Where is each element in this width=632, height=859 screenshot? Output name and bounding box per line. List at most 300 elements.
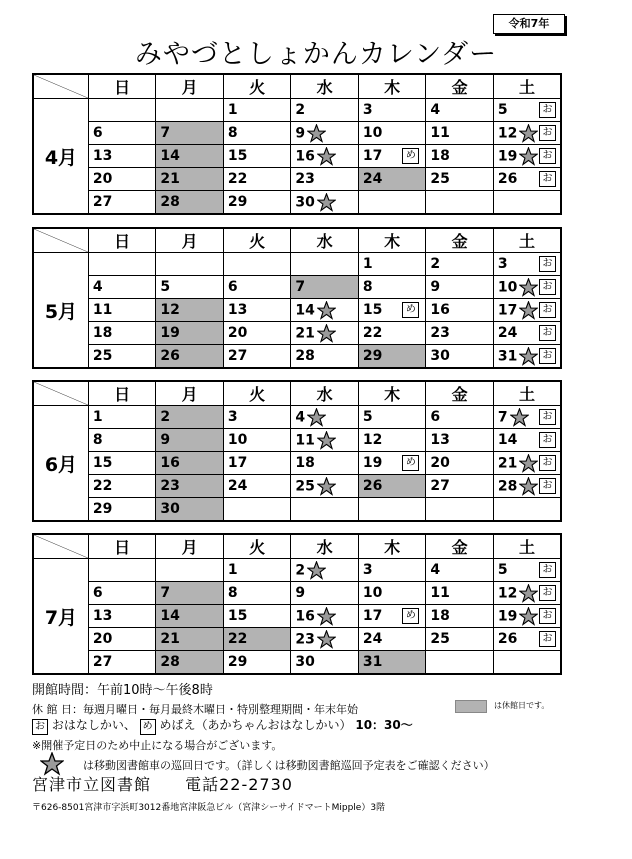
mobile-library-star-icon: [317, 630, 336, 649]
day-cell: [88, 122, 156, 145]
day-number: 27: [227, 348, 248, 364]
day-cell: [426, 253, 494, 276]
ohanashi-marker: お: [539, 125, 556, 141]
library-info: [32, 772, 293, 795]
library-address: 〒626-8501宮津市字浜町3012番地宮津阪急ビル（宮津シーサイドマートMipple）3階: [32, 803, 386, 813]
day-cell: [156, 322, 224, 345]
day-number: 17: [227, 455, 248, 471]
day-number: 19: [497, 148, 518, 164]
ohanashi-marker: お: [539, 478, 556, 494]
day-number: 22: [362, 325, 383, 341]
month-calendar: [32, 73, 562, 215]
day-cell: [223, 322, 291, 345]
day-cell: [156, 559, 224, 582]
weekday-header: 土: [493, 534, 561, 559]
day-cell: [358, 406, 426, 429]
opening-hours: 開館時間：午前10時～午後8時: [32, 683, 213, 698]
day-cell: [291, 452, 359, 475]
day-cell: [156, 498, 224, 522]
weekday-header: 月: [156, 534, 224, 559]
day-number: 26: [497, 171, 518, 187]
day-cell: [156, 605, 224, 628]
ohanashi-marker: お: [539, 171, 556, 187]
day-number: 13: [430, 432, 450, 448]
day-number: 10: [497, 279, 518, 295]
day-number: 1: [92, 409, 103, 425]
day-number: 14: [295, 302, 315, 318]
day-cell: [426, 122, 494, 145]
day-number: 25: [430, 631, 450, 647]
day-number: 26: [160, 348, 180, 364]
page-title: みやづとしょかんカレンダー: [134, 39, 498, 70]
day-number: 3: [362, 562, 373, 578]
day-number: 26: [497, 631, 518, 647]
mobile-library-star-icon: [317, 147, 336, 166]
day-number: 14: [160, 608, 180, 624]
weekday-header: 金: [426, 228, 494, 253]
day-cell: [156, 475, 224, 498]
day-cell: [493, 559, 561, 582]
day-number: 16: [295, 148, 315, 164]
day-number: 21: [160, 631, 180, 647]
day-number: 10: [362, 125, 383, 141]
day-number: 20: [92, 631, 113, 647]
day-cell: [426, 276, 494, 299]
day-number: 14: [497, 432, 518, 448]
mobile-library-star-icon: [317, 324, 336, 343]
day-number: 26: [362, 478, 383, 494]
mebae-marker: め: [402, 148, 419, 164]
day-cell: [223, 145, 291, 168]
day-cell: [223, 605, 291, 628]
day-cell: [291, 276, 359, 299]
day-number: 7: [160, 585, 171, 601]
header-corner: [33, 381, 88, 406]
day-number: 23: [295, 171, 315, 187]
weekday-header: 日: [88, 381, 156, 406]
day-number: 19: [497, 608, 518, 624]
day-number: 15: [362, 302, 383, 318]
day-cell: [493, 498, 561, 522]
weekday-header: 土: [493, 228, 561, 253]
day-cell: [88, 168, 156, 191]
closed-legend-swatch: [455, 700, 487, 713]
weekday-header: 金: [426, 381, 494, 406]
day-cell: [291, 299, 359, 322]
ohanashi-marker: お: [539, 148, 556, 164]
day-cell: [358, 322, 426, 345]
day-number: 1: [227, 102, 238, 118]
day-number: 19: [160, 325, 180, 341]
day-number: 29: [92, 501, 113, 517]
weekday-header: 木: [358, 228, 426, 253]
day-cell: [223, 191, 291, 215]
day-number: 24: [362, 171, 383, 187]
day-number: 2: [295, 102, 306, 118]
day-cell: [493, 253, 561, 276]
day-cell: [156, 429, 224, 452]
day-number: 22: [92, 478, 113, 494]
weekday-header: 金: [426, 534, 494, 559]
day-cell: [88, 559, 156, 582]
day-number: 29: [227, 654, 248, 670]
day-cell: [358, 559, 426, 582]
weekday-header: 金: [426, 74, 494, 99]
day-cell: [88, 651, 156, 675]
day-cell: [426, 299, 494, 322]
day-number: 18: [430, 608, 450, 624]
day-cell: [156, 99, 224, 122]
day-cell: [426, 605, 494, 628]
day-number: 11: [430, 585, 450, 601]
mebae-marker: め: [402, 608, 419, 624]
day-number: 27: [92, 654, 113, 670]
weekday-header: 火: [223, 228, 291, 253]
cancel-note: ※開催予定日のため中止になる場合がございます。: [32, 739, 283, 752]
day-cell: [358, 122, 426, 145]
day-number: 23: [295, 631, 315, 647]
era-label: 令和7年: [493, 14, 565, 34]
day-cell: [291, 253, 359, 276]
day-number: 28: [497, 478, 518, 494]
day-cell: [426, 498, 494, 522]
ohanashi-marker: お: [539, 302, 556, 318]
mobile-library-star-icon: [519, 584, 538, 603]
day-cell: [291, 475, 359, 498]
day-number: 4: [92, 279, 103, 295]
day-cell: [88, 406, 156, 429]
day-number: 15: [227, 148, 248, 164]
day-number: 18: [295, 455, 315, 471]
day-cell: [291, 429, 359, 452]
day-cell: [156, 122, 224, 145]
day-cell: [358, 191, 426, 215]
day-cell: [223, 559, 291, 582]
day-cell: [291, 559, 359, 582]
day-cell: [223, 475, 291, 498]
day-cell: [156, 345, 224, 369]
day-cell: [291, 628, 359, 651]
day-cell: [88, 99, 156, 122]
day-number: 14: [160, 148, 180, 164]
day-number: 13: [92, 148, 113, 164]
month-label: 7月: [33, 559, 88, 675]
day-cell: [156, 299, 224, 322]
day-number: 23: [430, 325, 450, 341]
weekday-header: 日: [88, 228, 156, 253]
day-cell: [493, 628, 561, 651]
day-number: 6: [430, 409, 441, 425]
day-number: 15: [227, 608, 248, 624]
day-number: 30: [295, 654, 315, 670]
day-cell: [88, 299, 156, 322]
ohanashi-marker: お: [32, 719, 48, 735]
day-number: 5: [362, 409, 373, 425]
weekday-header: 月: [156, 228, 224, 253]
closed-days: 休 館 日：毎週月曜日・毎月最終木曜日・特別整理期間・年末年始: [32, 703, 358, 716]
day-number: 11: [92, 302, 113, 318]
day-number: 10: [227, 432, 248, 448]
day-number: 21: [497, 455, 518, 471]
day-number: 28: [160, 654, 180, 670]
day-number: 16: [295, 608, 315, 624]
day-cell: [223, 253, 291, 276]
ohanashi-marker: お: [539, 325, 556, 341]
weekday-header: 火: [223, 74, 291, 99]
day-number: 7: [295, 279, 306, 295]
day-number: 12: [362, 432, 383, 448]
weekday-header: 土: [493, 381, 561, 406]
day-cell: [88, 628, 156, 651]
day-number: 9: [160, 432, 171, 448]
day-cell: [291, 145, 359, 168]
day-cell: [493, 276, 561, 299]
day-cell: [223, 628, 291, 651]
day-number: 8: [362, 279, 373, 295]
day-cell: [493, 651, 561, 675]
mobile-library-star-icon: [519, 278, 538, 297]
day-cell: [88, 498, 156, 522]
day-cell: [426, 559, 494, 582]
day-number: 2: [295, 562, 306, 578]
day-number: 9: [430, 279, 441, 295]
day-number: 4: [430, 562, 441, 578]
day-cell: [223, 345, 291, 369]
day-cell: [88, 253, 156, 276]
day-number: 11: [295, 432, 315, 448]
day-number: 8: [227, 585, 238, 601]
ohanashi-label: おはなしかい、: [51, 718, 136, 732]
mobile-library-star-icon: [317, 607, 336, 626]
day-cell: [88, 605, 156, 628]
day-cell: [223, 582, 291, 605]
day-cell: [223, 122, 291, 145]
month-calendar: [32, 380, 562, 522]
day-cell: [493, 429, 561, 452]
day-cell: [223, 429, 291, 452]
day-cell: [426, 475, 494, 498]
weekday-header: 日: [88, 74, 156, 99]
day-number: 20: [92, 171, 113, 187]
day-cell: [358, 475, 426, 498]
day-cell: [426, 145, 494, 168]
day-cell: [88, 345, 156, 369]
day-cell: [426, 322, 494, 345]
weekday-header: 火: [223, 534, 291, 559]
weekday-header: 月: [156, 381, 224, 406]
day-number: 6: [227, 279, 238, 295]
day-cell: [291, 651, 359, 675]
day-number: 5: [497, 562, 508, 578]
day-cell: [358, 651, 426, 675]
day-number: 2: [430, 256, 441, 272]
day-cell: [88, 191, 156, 215]
day-cell: [156, 276, 224, 299]
day-number: 4: [295, 409, 306, 425]
day-number: 30: [295, 194, 315, 210]
day-number: 27: [92, 194, 113, 210]
day-cell: [358, 605, 426, 628]
header-corner: [33, 534, 88, 559]
day-cell: [358, 145, 426, 168]
day-number: 2: [160, 409, 171, 425]
day-number: 9: [295, 585, 306, 601]
day-number: 13: [227, 302, 248, 318]
day-cell: [88, 582, 156, 605]
library-name: 宮津市立図書館: [32, 775, 152, 794]
day-number: 1: [362, 256, 373, 272]
mobile-library-star-icon: [307, 408, 326, 427]
day-number: 6: [92, 585, 103, 601]
day-number: 25: [430, 171, 450, 187]
day-cell: [426, 582, 494, 605]
day-cell: [291, 406, 359, 429]
day-cell: [156, 651, 224, 675]
day-number: 3: [497, 256, 508, 272]
day-cell: [426, 168, 494, 191]
day-number: 21: [295, 325, 315, 341]
day-cell: [426, 651, 494, 675]
month-label: 6月: [33, 406, 88, 522]
day-cell: [291, 345, 359, 369]
day-cell: [358, 429, 426, 452]
day-cell: [358, 299, 426, 322]
day-cell: [88, 475, 156, 498]
day-cell: [493, 475, 561, 498]
event-legend: [32, 716, 413, 735]
day-number: 30: [430, 348, 450, 364]
day-cell: [156, 253, 224, 276]
day-number: 28: [295, 348, 315, 364]
month-calendar: [32, 533, 562, 675]
day-cell: [493, 605, 561, 628]
day-cell: [493, 299, 561, 322]
day-cell: [88, 322, 156, 345]
mobile-library-star-icon: [519, 124, 538, 143]
day-number: 24: [362, 631, 383, 647]
day-number: 22: [227, 631, 248, 647]
day-cell: [426, 191, 494, 215]
day-number: 30: [160, 501, 180, 517]
day-cell: [493, 322, 561, 345]
weekday-header: 木: [358, 381, 426, 406]
day-number: 6: [92, 125, 103, 141]
month-calendar: [32, 227, 562, 369]
ohanashi-marker: お: [539, 256, 556, 272]
day-cell: [493, 406, 561, 429]
day-number: 17: [362, 608, 383, 624]
ohanashi-marker: お: [539, 279, 556, 295]
mobile-library-star-icon: [317, 301, 336, 320]
day-cell: [223, 168, 291, 191]
ohanashi-marker: お: [539, 455, 556, 471]
mobile-library-star-icon: [510, 408, 529, 427]
weekday-header: 水: [291, 74, 359, 99]
ohanashi-marker: お: [539, 585, 556, 601]
month-label: 5月: [33, 253, 88, 369]
day-number: 31: [497, 348, 518, 364]
day-number: 13: [92, 608, 113, 624]
day-cell: [358, 582, 426, 605]
day-number: 24: [227, 478, 248, 494]
day-number: 7: [497, 409, 508, 425]
day-cell: [88, 429, 156, 452]
day-cell: [358, 498, 426, 522]
day-number: 15: [92, 455, 113, 471]
day-cell: [156, 191, 224, 215]
day-cell: [358, 253, 426, 276]
mobile-library-star-icon: [519, 147, 538, 166]
day-number: 3: [362, 102, 373, 118]
ohanashi-marker: お: [539, 562, 556, 578]
day-number: 8: [227, 125, 238, 141]
day-number: 24: [497, 325, 518, 341]
mobile-library-star-icon: [519, 347, 538, 366]
weekday-header: 木: [358, 534, 426, 559]
mobile-library-note: は移動図書館車の巡回日です。（詳しくは移動図書館巡回予定表をご確認ください）: [83, 759, 495, 772]
day-cell: [426, 452, 494, 475]
day-number: 16: [430, 302, 450, 318]
day-cell: [88, 276, 156, 299]
mobile-library-star-icon: [519, 301, 538, 320]
day-cell: [426, 99, 494, 122]
day-number: 20: [430, 455, 450, 471]
day-cell: [358, 168, 426, 191]
day-number: 20: [227, 325, 248, 341]
mobile-library-star-icon: [317, 477, 336, 496]
day-number: 1: [227, 562, 238, 578]
weekday-header: 土: [493, 74, 561, 99]
day-cell: [493, 452, 561, 475]
mebae-marker: め: [402, 302, 419, 318]
day-number: 18: [430, 148, 450, 164]
day-cell: [426, 406, 494, 429]
mobile-library-star-icon: [519, 607, 538, 626]
weekday-header: 火: [223, 381, 291, 406]
day-number: 21: [160, 171, 180, 187]
day-number: 12: [160, 302, 180, 318]
day-cell: [223, 651, 291, 675]
ohanashi-marker: お: [539, 348, 556, 364]
mebae-label: めばえ（あかちゃんおはなしかい）: [159, 718, 352, 732]
weekday-header: 木: [358, 74, 426, 99]
ohanashi-marker: お: [539, 102, 556, 118]
day-cell: [223, 406, 291, 429]
ohanashi-marker: お: [539, 409, 556, 425]
mobile-library-star-icon: [317, 193, 336, 212]
day-cell: [88, 452, 156, 475]
day-cell: [493, 168, 561, 191]
day-cell: [291, 168, 359, 191]
header-corner: [33, 74, 88, 99]
library-phone: 電話22-2730: [185, 775, 293, 794]
ohanashi-marker: お: [539, 631, 556, 647]
mebae-time: 10：30～: [355, 718, 413, 732]
day-number: 11: [430, 125, 450, 141]
day-number: 4: [430, 102, 441, 118]
month-label: 4月: [33, 99, 88, 215]
mobile-library-star-icon: [307, 124, 326, 143]
weekday-header: 日: [88, 534, 156, 559]
day-cell: [358, 628, 426, 651]
mobile-library-star-icon: [307, 561, 326, 580]
day-cell: [223, 99, 291, 122]
day-number: 8: [92, 432, 103, 448]
day-number: 3: [227, 409, 238, 425]
day-cell: [493, 582, 561, 605]
day-cell: [358, 452, 426, 475]
day-number: 5: [497, 102, 508, 118]
